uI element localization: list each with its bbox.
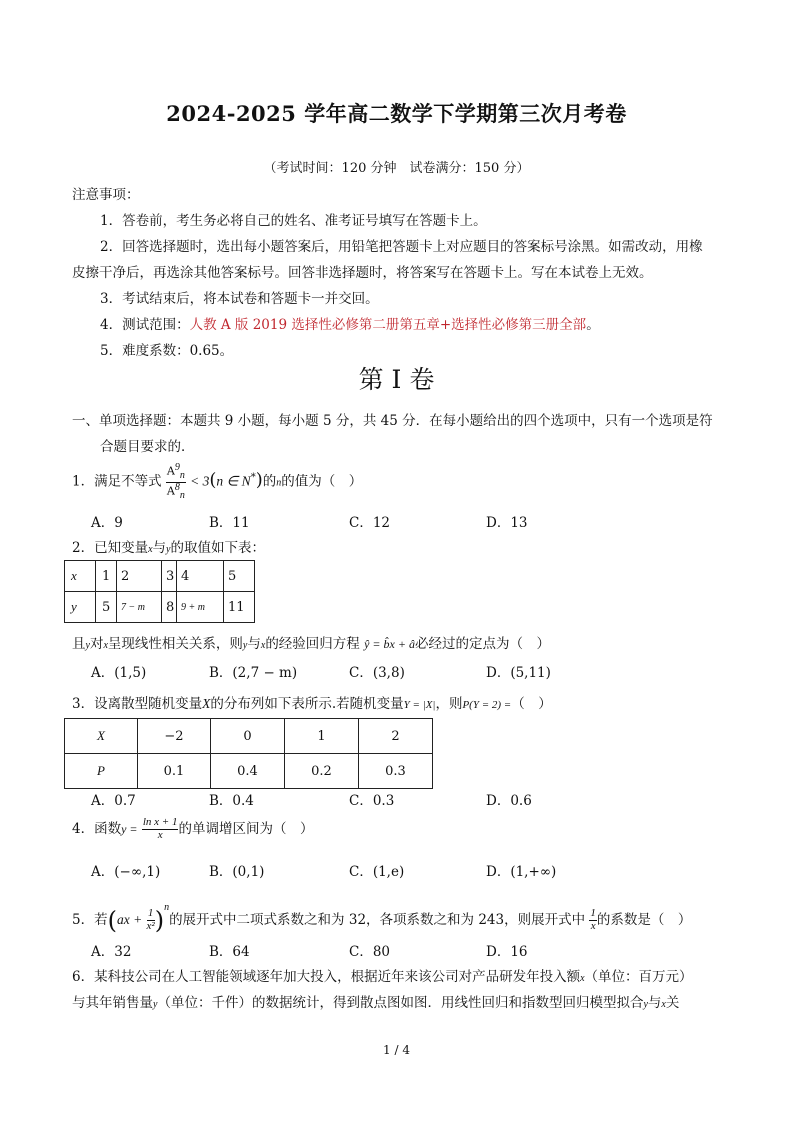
q5-expr-fraction — [147, 908, 155, 932]
part1-instructions-1: 一、单项选择题：本题共 9 小题，每小题 5 分，共 45 分．在每小题给出的四个选项中，只有一个选项是符 — [72, 413, 713, 429]
notice-item-4 — [100, 313, 600, 333]
q1-option-c[interactable]: C．12 — [349, 515, 391, 531]
q5-option-c[interactable]: C．80 — [349, 944, 391, 960]
q3-option-a[interactable]: A．0.7 — [91, 793, 136, 809]
q1-frac-num: A — [166, 464, 175, 478]
q1-fraction — [166, 463, 186, 501]
notice-item-1: 1．答卷前，考生务必将自己的姓名、准考证号填写在答题卡上。 — [100, 213, 487, 229]
q4-stem-suffix: 的单调增区间为（ ） — [178, 821, 314, 837]
q1-frac-den-sub: n — [179, 489, 185, 501]
q3-definition: Y = |X| — [403, 699, 436, 711]
notice-item-5: 5．难度系数：0.65。 — [100, 343, 234, 359]
q2-cell: 9 + m — [177, 592, 224, 623]
question-6-line-2 — [72, 991, 679, 1011]
notice-heading: 注意事项： — [72, 187, 140, 203]
q1-option-d[interactable]: D．13 — [486, 515, 528, 531]
q2-table — [64, 560, 255, 623]
q2-option-a[interactable]: A．(1,5) — [91, 665, 147, 681]
q3-stem-mid2: ，则 — [435, 696, 463, 712]
q2-after-4: 与 — [247, 636, 261, 652]
q5-term-fraction — [589, 908, 597, 932]
q4-option-a[interactable]: A．(−∞,1) — [91, 864, 161, 880]
q2-stem-prefix: 2．已知变量 — [72, 540, 149, 556]
notice-item-2a: 2．回答选择题时，选出每小题答案后，用铅笔把答题卡上对应题目的答案标号涂黑。如需改动，用橡 — [100, 239, 703, 255]
q2-after-x2: x — [260, 640, 266, 651]
q1-frac-den: A — [166, 484, 175, 498]
q2-after-2: 对 — [89, 636, 104, 652]
q6-line2-y: y — [153, 999, 158, 1010]
q3-table — [64, 718, 433, 789]
q2-after-y: y — [85, 640, 90, 651]
q3-cell: 0.3 — [359, 754, 433, 789]
q1-condition: < 3 — [190, 473, 210, 489]
q2-cell: 4 — [177, 561, 224, 592]
q3-cell: 0.2 — [285, 754, 359, 789]
q5-expr-pow: n — [164, 902, 170, 913]
q4-option-d[interactable]: D．(1,+∞) — [486, 864, 557, 880]
question-1-stem: 1．满足不等式 $\frac{A^9_n}{A^8_n}$ < 3(n ∈ N*)的n的值为（ ） — [72, 462, 363, 501]
q4-func-den: x — [157, 829, 163, 841]
q2-cell: 5 — [224, 561, 255, 592]
exam-info: （考试时间：120 分钟 试卷满分：150 分） — [263, 161, 530, 176]
q3-option-c[interactable]: C．0.3 — [349, 793, 395, 809]
q2-after-x: x — [103, 640, 108, 651]
test-range: 人教 A 版 2019 选择性必修第二册第五章+选择性必修第三册全部 — [189, 317, 587, 333]
q2-cell: y — [65, 592, 96, 623]
q5-stem-mid: 的展开式中二项式系数之和为 32，各项系数之和为 243，则展开式中 — [169, 912, 586, 928]
q2-var-x: x — [148, 544, 153, 555]
q2-cell: 1 — [96, 561, 117, 592]
q3-cell: 0.1 — [138, 754, 211, 789]
q2-cell: x — [65, 561, 96, 592]
question-5-stem: 5．若(ax + $\frac{1}{\text{x²}}$ )$^n$的展开式中二项式系数之和为 32，各项系数之和为 243，则展开式中 $\frac{1}{x}$ 的系数是（ ） — [72, 902, 692, 935]
question-6-line-1 — [72, 965, 693, 985]
q1-option-b[interactable]: B．11 — [209, 515, 250, 531]
q3-stem-suffix: （ ） — [511, 696, 552, 712]
q1-frac-num-sub: n — [179, 470, 185, 481]
notice-item-4-prefix: 4．测试范围： — [100, 317, 190, 333]
q5-term-num: 1 — [590, 907, 596, 920]
q2-after-3: 呈现线性相关关系，则 — [107, 636, 243, 652]
q5-stem-prefix: 5．若 — [72, 912, 108, 928]
q2-stem-suffix: 的取值如下表： — [170, 540, 265, 556]
question-2-continuation — [72, 632, 550, 652]
part1-instructions-2: 合题目要求的． — [100, 439, 195, 455]
notice-item-4-suffix: 。 — [586, 317, 600, 333]
q6-line1-x: x — [580, 973, 585, 984]
q2-cell: 5 — [96, 592, 117, 623]
q4-option-c[interactable]: C．(1,e) — [349, 864, 405, 880]
q2-after-y2: y — [242, 640, 248, 651]
q1-frac-den-sup: 8 — [174, 481, 180, 493]
q6-line2-a: 与其年销售量 — [72, 995, 153, 1011]
q2-after-6: 必经过的定点为（ ） — [414, 636, 550, 652]
q6-line2-d: 关 — [665, 995, 680, 1011]
page-title: 2024-2025 学年高二数学下学期第三次月考卷 — [166, 101, 627, 126]
q5-expr-den: x² — [146, 920, 155, 932]
q4-option-b[interactable]: B．(0,1) — [209, 864, 265, 880]
q3-cell: 2 — [359, 719, 433, 754]
q6-line1-a: 6．某科技公司在人工智能领域逐年加大投入，根据近年来该公司对产品研发年投入额 — [72, 969, 581, 985]
q2-after-5: 的经验回归方程 — [265, 636, 360, 652]
q2-cell: 11 — [224, 592, 255, 623]
q1-option-a[interactable]: A．9 — [91, 515, 123, 531]
q3-cell: 1 — [285, 719, 359, 754]
q2-var-y: y — [166, 544, 171, 555]
q3-stem-mid: 的分布列如下表所示.若随机变量 — [210, 696, 404, 712]
q5-term-den: x — [590, 920, 596, 932]
question-3-stem — [72, 692, 552, 712]
q2-option-b[interactable]: B．(2,7 − m) — [209, 665, 298, 681]
q4-func-lhs: y = — [121, 822, 138, 836]
q6-line2-c: 与 — [647, 995, 662, 1011]
q4-fraction — [142, 817, 179, 841]
q1-condition-set: n ∈ N — [216, 473, 251, 489]
q5-expr-a: ax + — [116, 912, 143, 927]
q2-table-row-x — [65, 561, 255, 592]
q6-line2-x2: x — [661, 999, 666, 1010]
page-number: 1 / 4 — [383, 1043, 410, 1057]
q6-line1-b: （单位：百万元） — [584, 969, 693, 985]
q5-option-a[interactable]: A．32 — [91, 944, 132, 960]
question-4-stem — [72, 813, 313, 845]
q2-option-c[interactable]: C．(3,8) — [349, 665, 405, 681]
q2-cell: 7 − m — [117, 592, 162, 623]
q5-option-b[interactable]: B．64 — [209, 944, 250, 960]
notice-item-2b: 皮擦干净后，再选涂其他答案标号。回答非选择题时，将答案写在答题卡上。写在本试卷上无效。 — [72, 265, 653, 281]
q5-stem-suffix: 的系数是（ ） — [596, 912, 692, 928]
q3-option-d[interactable]: D．0.6 — [486, 793, 532, 809]
q3-option-b[interactable]: B．0.4 — [209, 793, 254, 809]
q3-table-header — [65, 719, 433, 754]
q3-table-row — [65, 754, 433, 789]
q2-after-1: 且 — [72, 636, 86, 652]
q2-cell: 2 — [117, 561, 162, 592]
q2-stem-mid: 与 — [152, 540, 167, 556]
q1-stem-suffix: 的值为（ ） — [281, 473, 363, 490]
q1-frac-num-sup: 9 — [174, 462, 180, 474]
q2-cell: 8 — [162, 592, 177, 623]
q5-option-d[interactable]: D．16 — [486, 944, 528, 960]
q1-stem-mid: 的 — [262, 473, 277, 490]
q3-cell: P — [65, 754, 138, 789]
notice-item-3: 3．考试结束后，将本试卷和答题卡一并交回。 — [100, 291, 379, 307]
q3-cell: 0.4 — [211, 754, 285, 789]
q4-stem-prefix: 4．函数 — [72, 821, 122, 837]
q2-regression-equation: ŷ = b̂x + â — [364, 637, 415, 651]
q1-condition-star: * — [250, 472, 256, 483]
q3-cell: −2 — [138, 719, 211, 754]
q3-stem-prefix: 3．设离散型随机变量 — [72, 696, 203, 712]
q3-probability: P(Y = 2) = — [462, 699, 512, 711]
q3-var-x: X — [202, 696, 211, 711]
q1-var-n: n — [276, 477, 282, 489]
q2-table-row-y — [65, 592, 255, 623]
q2-option-d[interactable]: D．(5,11) — [486, 665, 551, 681]
q2-cell: 3 — [162, 561, 177, 592]
section-title: 第 I 卷 — [358, 365, 435, 394]
q1-stem-prefix: 1．满足不等式 — [72, 473, 162, 490]
q5-expr-num: 1 — [147, 907, 154, 920]
q6-line2-y2: y — [643, 999, 648, 1010]
q4-func-num: ln x + 1 — [142, 816, 178, 829]
q3-cell: 0 — [211, 719, 285, 754]
question-2-stem — [72, 536, 265, 556]
q6-line2-b: （单位：千件）的数据统计，得到散点图如图．用线性回归和指数型回归模型拟合 — [157, 995, 644, 1011]
q3-cell: X — [65, 719, 138, 754]
